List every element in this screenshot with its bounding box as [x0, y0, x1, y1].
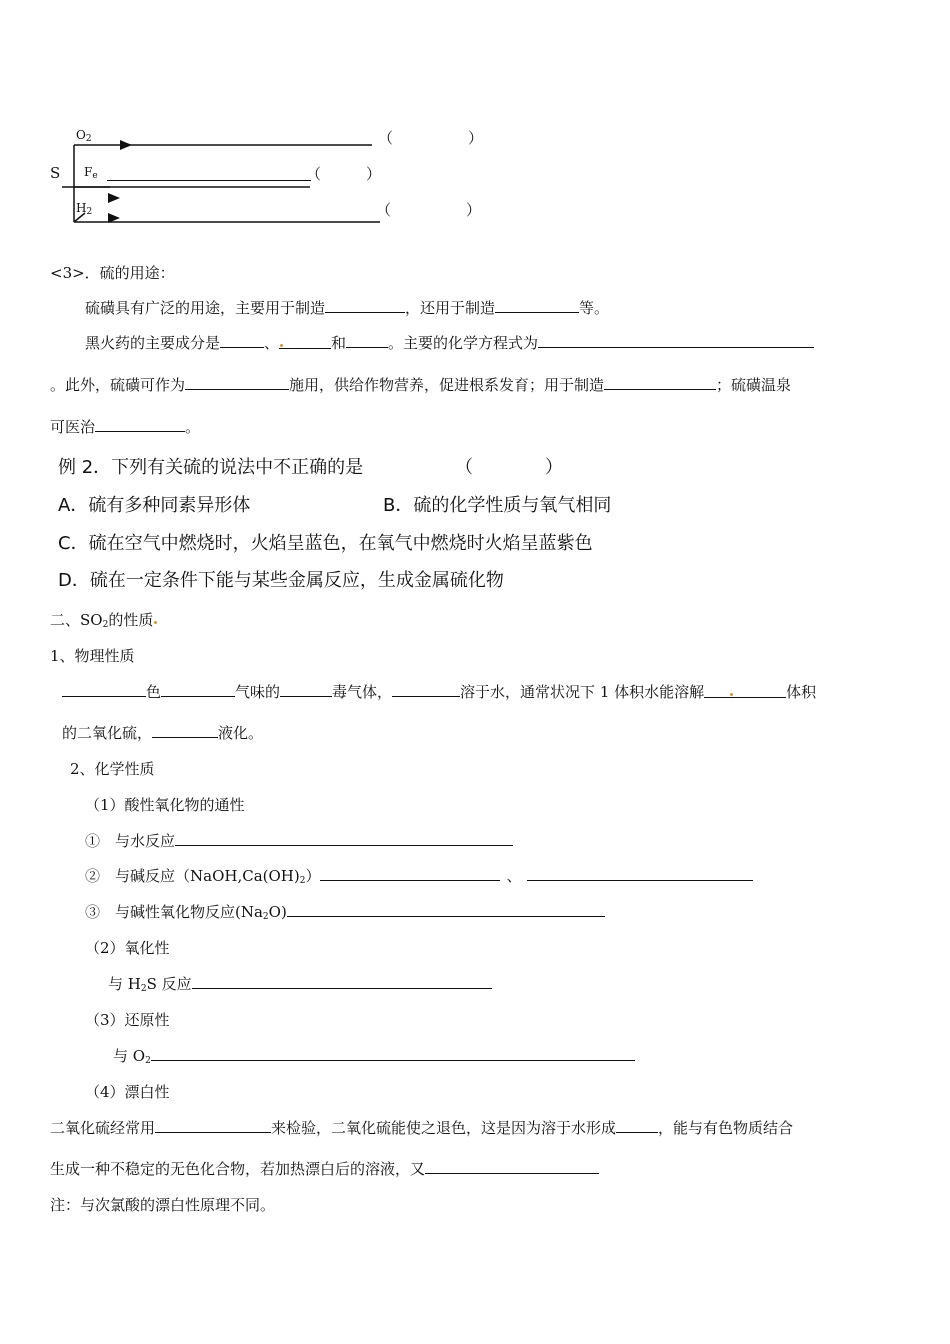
text: 的性质 [108, 611, 154, 629]
text: 生成一种不稳定的无色化合物，若加热漂白后的溶液，又 [50, 1160, 426, 1178]
item-h2s-reaction [108, 973, 492, 994]
text: 。此外，硫磺可作为 [50, 376, 186, 394]
fill-blank[interactable] [604, 375, 716, 390]
item-base-reaction [85, 865, 753, 886]
text: 施用，供给作物营养，促进根系发育；用于制造 [289, 376, 605, 394]
text: 与 O [113, 1047, 146, 1065]
fill-blank[interactable] [425, 1159, 599, 1174]
fill-blank[interactable] [62, 682, 146, 697]
text: 黑火药的主要成分是 [85, 334, 221, 352]
example-option-a[interactable]: A．硫有多种同素异形体 [58, 495, 251, 516]
item-water-reaction [85, 830, 513, 851]
fill-blank[interactable] [538, 333, 814, 348]
fill-blank[interactable] [346, 333, 388, 348]
fill-blank[interactable] [320, 866, 500, 881]
text: 二氧化硫经常用 [50, 1119, 156, 1137]
text: 与 H [108, 975, 141, 993]
uses-heading: <3>．硫的用途： [50, 264, 175, 282]
fill-blank[interactable] [155, 1118, 271, 1133]
fill-blank[interactable] [616, 1118, 658, 1133]
physical-line-2 [62, 722, 263, 743]
reagent-label: H [76, 201, 87, 215]
reagent-label: F [84, 165, 93, 179]
reagent-subscript: e [92, 171, 98, 181]
text: ，还用于制造 [405, 299, 496, 317]
text: 硫磺具有广泛的用途，主要用于制造 [85, 299, 326, 317]
text: 气味的 [235, 683, 281, 701]
fill-blank[interactable] [220, 333, 264, 348]
text: 色 [146, 683, 162, 701]
fill-blank[interactable] [95, 417, 185, 432]
fill-blank[interactable] [151, 1046, 635, 1061]
text: ① 与水反应 [85, 832, 176, 850]
uses-line-3 [50, 374, 791, 395]
subscript: 2 [299, 876, 306, 886]
text: 、 [506, 867, 522, 885]
fill-blank[interactable] [280, 682, 332, 697]
text: ；硫磺温泉 [716, 376, 792, 394]
fill-blank[interactable] [185, 375, 289, 390]
subscript: 2 [262, 912, 269, 922]
text: 、 [264, 334, 280, 352]
fill-blank[interactable] [192, 974, 492, 989]
fill-blank[interactable] [527, 866, 753, 881]
example-option-c[interactable]: C．硫在空气中燃烧时，火焰呈蓝色，在氧气中燃烧时火焰呈蓝紫色 [58, 533, 593, 554]
reagent-subscript: 2 [85, 134, 92, 144]
text: 等。 [579, 299, 610, 317]
uses-line-4 [50, 416, 200, 437]
text: 毒气体， [332, 683, 393, 701]
text: ② 与碱反应（NaOH,Ca(OH) [85, 867, 300, 885]
subscript: 2 [145, 1056, 151, 1066]
reagent-subscript: 2 [86, 207, 93, 217]
physical-properties-heading: 1、物理性质 [50, 647, 135, 665]
diagram-arrowheads [108, 140, 132, 223]
dot-mark [730, 693, 733, 696]
text: 可医治 [50, 418, 96, 436]
fill-blank[interactable] [704, 683, 786, 698]
text: 溶于水，通常状况下 1 体积水能溶解 [460, 683, 705, 701]
uses-line-1 [85, 297, 609, 318]
fill-blank[interactable] [287, 902, 605, 917]
item-basic-oxide-reaction [85, 901, 605, 922]
diagram-center-sulfur: S [50, 164, 61, 182]
example-answer-paren[interactable]: （ ） [455, 457, 563, 478]
fill-blank[interactable] [161, 682, 235, 697]
subscript: 2 [140, 984, 147, 994]
diagram-paren-h2: （ ） [376, 201, 482, 219]
dot-mark [154, 621, 157, 624]
fill-blank[interactable] [152, 723, 218, 738]
diagram-row-o2 [76, 128, 92, 144]
reagent-label: O [76, 128, 86, 142]
example-question: 例 2．下列有关硫的说法中不正确的是 [58, 457, 364, 478]
so2-heading [50, 609, 158, 630]
example-option-d[interactable]: D．硫在一定条件下能与某些金属反应，生成金属硫化物 [58, 570, 504, 591]
text: S 反应 [146, 975, 192, 993]
text: 。 [185, 418, 201, 436]
text: 。主要的化学方程式为 [388, 334, 539, 352]
diagram-paren-fe: （ ） [306, 165, 382, 183]
diagram-row-fe [84, 165, 98, 181]
fill-blank[interactable] [495, 298, 579, 313]
oxidizing-heading: （2）氧化性 [85, 939, 170, 957]
text: 和 [331, 334, 347, 352]
fill-blank[interactable] [392, 682, 460, 697]
text: 体积 [786, 683, 817, 701]
text: 的二氧化硫， [62, 724, 153, 742]
bleaching-line-2 [50, 1158, 599, 1179]
physical-line-1 [62, 681, 816, 702]
uses-line-2 [85, 332, 814, 353]
text: ，能与有色物质结合 [658, 1119, 794, 1137]
text: O) [268, 903, 287, 921]
text: ③ 与碱性氧化物反应(Na [85, 903, 263, 921]
text: 二、SO [50, 611, 103, 629]
bleaching-heading: （4）漂白性 [85, 1083, 170, 1101]
text: 来检验，二氧化硫能使之退色，这是因为溶于水形成 [271, 1119, 617, 1137]
note-text: 注：与次氯酸的漂白性原理不同。 [50, 1196, 276, 1214]
fill-blank[interactable] [325, 298, 405, 313]
diagram-fe-line [107, 180, 311, 181]
acid-oxide-heading: （1）酸性氧化物的通性 [85, 796, 245, 814]
bleaching-line-1 [50, 1117, 793, 1138]
diagram-row-h2 [76, 201, 92, 217]
chemical-properties-heading: 2、化学性质 [70, 760, 155, 778]
subscript: 2 [102, 620, 109, 630]
fill-blank[interactable] [175, 831, 513, 846]
dot-mark [280, 344, 283, 347]
example-option-b[interactable]: B．硫的化学性质与氧气相同 [383, 495, 612, 516]
text: 液化。 [218, 724, 264, 742]
reducing-heading: （3）还原性 [85, 1011, 170, 1029]
item-o2-reaction [113, 1045, 635, 1066]
diagram-paren-o2: （ ） [378, 129, 484, 147]
text: ） [305, 867, 321, 885]
fill-blank[interactable] [279, 334, 331, 349]
